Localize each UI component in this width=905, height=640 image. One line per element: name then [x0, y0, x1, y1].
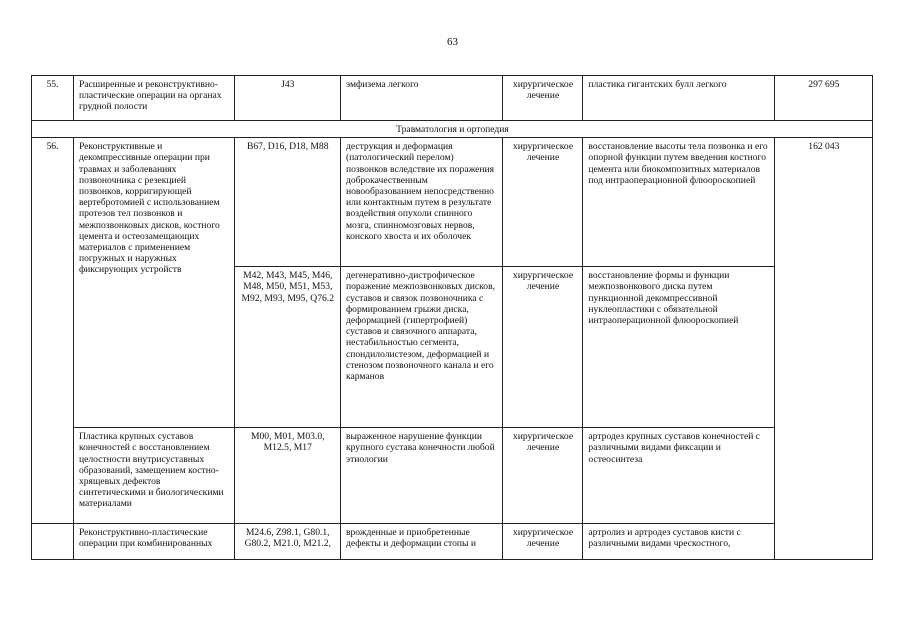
patient-model: выраженное нарушение функции крупного сустава конечности любой этиологии — [340, 428, 502, 524]
page-number: 63 — [447, 36, 458, 48]
treatment-method: артродез крупных суставов конечностей с различными видами фиксации и остеосинтеза — [583, 428, 774, 524]
procedure-name: Пластика крупных суставов конечностей с восстановлением целостности внутрисуставных образований, замещением костно-хрящевых дефектов синтетическими и биологическими материалами — [73, 428, 234, 524]
treatment-method: восстановление формы и функции межпозвонкового диска путем пункционной декомпрессивной нуклеопластики с обязательной интраоперационной флюороскопией — [583, 267, 774, 428]
table-row — [32, 524, 873, 560]
icd-codes: M24.6, Z98.1, G80.1, G80.2, M21.0, M21.2, — [234, 524, 340, 560]
treatment-type: хирургическое лечение — [502, 76, 583, 121]
icd-codes: M42, M43, M45, M46, M48, M50, M51, M53, M92, M93, M95, Q76.2 — [234, 267, 340, 428]
row-number: 55. — [32, 76, 74, 121]
treatment-type: хирургическое лечение — [502, 138, 583, 267]
treatment-type: хирургическое лечение — [502, 428, 583, 524]
treatment-type: хирургическое лечение — [502, 267, 583, 428]
treatment-method: восстановление высоты тела позвонка и его опорной функции путем введения костного цемента или биокомпозитных материалов под интраоперационной флюороскопией — [583, 138, 774, 267]
medical-services-table — [31, 75, 873, 560]
table-row — [32, 76, 873, 121]
cost-value: 297 695 — [774, 76, 872, 121]
patient-model: дегенеративно-дистрофическое поражение межпозвонковых дисков, суставов и связок позвоночника с формированием грыжи диска, деформацией (гипертрофией) суставов и связочного аппарата, нестабильностью сегмента, спондилолистезом, деформацией и стенозом позвоночного канала и его карманов — [340, 267, 502, 428]
treatment-method: пластика гигантских булл легкого — [583, 76, 774, 121]
procedure-name: Реконструктивные и декомпрессивные операции при травмах и заболеваниях позвоночника с резекцией позвонков, корригирующей вертебротомией с использованием протезов тел позвонков и межпозвонковых дисков, костного цемента и остеозамещающих материалов с применением погружных и наружных фиксирующих устройств — [73, 138, 234, 428]
section-title: Травматология и ортопедия — [32, 121, 873, 138]
patient-model: деструкция и деформация (патологический перелом) позвонков вследствие их поражения доброкачественным новообразованием непосредственно или контактным путем в результате воздействия опухоли спинного мозга, спинномозговых нервов, конского хвоста и их оболочек — [340, 138, 502, 267]
treatment-method: артролиз и артродез суставов кисти с различными видами чрескостного, — [583, 524, 774, 560]
icd-codes: B67, D16, D18, M88 — [234, 138, 340, 267]
cost-value: 162 043 — [774, 138, 872, 560]
row-number: 56. — [32, 138, 74, 524]
procedure-name: Расширенные и реконструктивно-пластические операции на органах грудной полости — [73, 76, 234, 121]
table-row — [32, 138, 873, 267]
patient-model: врожденные и приобретенные дефекты и деформации стопы и — [340, 524, 502, 560]
patient-model: эмфизема легкого — [340, 76, 502, 121]
icd-codes: J43 — [234, 76, 340, 121]
icd-codes: M00, M01, M03.0, M12.5, M17 — [234, 428, 340, 524]
table-row — [32, 428, 873, 524]
row-number-empty — [32, 524, 74, 560]
procedure-name: Реконструктивно-пластические операции при комбинированных — [73, 524, 234, 560]
section-row — [32, 121, 873, 138]
treatment-type: хирургическое лечение — [502, 524, 583, 560]
